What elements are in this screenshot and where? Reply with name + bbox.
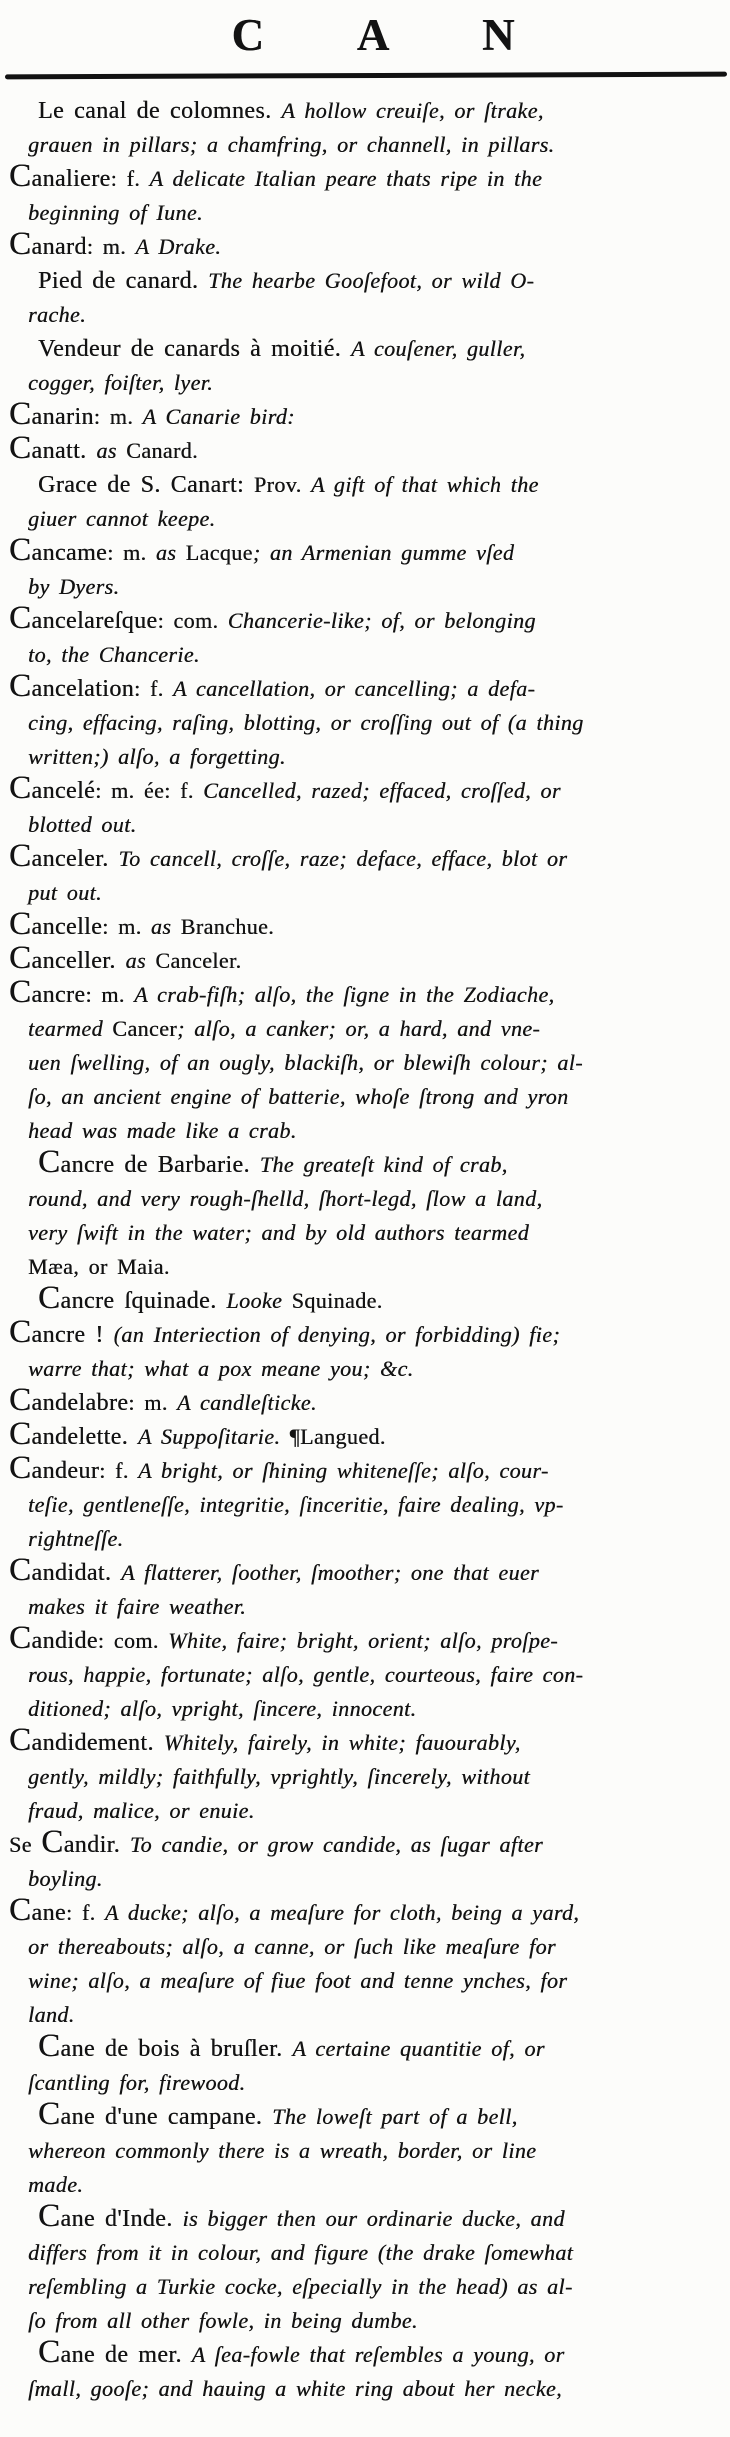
gloss-text: teſie, gentleneſſe, integritie, ſinceritie, faire dealing, vp- <box>28 1492 564 1517</box>
gloss-text: grauen in pillars; a chamfring, or channell, in pillars. <box>28 132 555 157</box>
headword-initial: C <box>9 532 32 568</box>
gloss-text: ſo from all other fowle, in being dumbe. <box>28 2308 418 2333</box>
headword: andir. <box>63 1832 130 1858</box>
headword-initial: C <box>9 1450 32 1486</box>
dictionary-entry <box>0 226 728 264</box>
headword: ancre ! <box>31 1322 114 1348</box>
headword-initial: C <box>9 1722 32 1758</box>
gloss-text: The greateſt kind of crab, <box>259 1152 508 1177</box>
roman-text: Squinade. <box>291 1288 383 1313</box>
dictionary-entry <box>0 532 728 604</box>
gloss-text: A candleſticke. <box>177 1390 317 1415</box>
roman-text: Canceler. <box>155 948 242 973</box>
gloss-text: wine; alſo, a meaſure of fiue foot and tenne ynches, for <box>28 1968 568 1993</box>
roman-text: : f. <box>110 166 150 191</box>
roman-text: : com. <box>97 1628 169 1653</box>
headword: ane de mer. <box>60 2342 192 2368</box>
gloss-text: as <box>96 438 127 463</box>
gloss-text: rous, happie, fortunate; alſo, gentle, courteous, faire con- <box>28 1662 584 1687</box>
roman-text: : m. <box>128 1390 178 1415</box>
headword: anarin <box>31 404 94 430</box>
headword: ancame <box>31 540 108 566</box>
gloss-text: very ſwift in the water; and by old authors tearmed <box>28 1220 530 1245</box>
gloss-text: ditioned; alſo, vpright, ſincere, innocent. <box>28 1696 417 1721</box>
headword-initial: C <box>38 2028 61 2064</box>
gloss-text: makes it faire weather. <box>28 1594 247 1619</box>
dictionary-entry <box>0 770 728 842</box>
dictionary-entry <box>0 468 728 536</box>
headword: ancelation <box>31 676 135 702</box>
roman-text: Lacque <box>185 540 253 565</box>
dictionary-entry <box>0 2096 728 2202</box>
headword-initial: C <box>38 2334 61 2370</box>
dictionary-entry <box>0 1416 728 1454</box>
headword: andidement. <box>31 1730 164 1756</box>
headword: analiere <box>31 166 111 192</box>
gloss-text: cogger, foiſter, lyer. <box>28 370 214 395</box>
headword: andide <box>31 1628 98 1654</box>
headword-initial: C <box>9 1620 32 1656</box>
gloss-text: White, faire; bright, orient; alſo, proſpe- <box>168 1628 559 1653</box>
gloss-text: whereon commonly there is a wreath, border, or line <box>28 2138 537 2163</box>
dictionary-entry <box>0 430 728 468</box>
gloss-text: as <box>155 540 186 565</box>
gloss-text: ; alſo, a canker; or, a hard, and vne- <box>177 1016 541 1041</box>
headword-initial: C <box>41 1824 64 1860</box>
roman-text: Prov. <box>253 472 311 497</box>
gloss-text: Looke <box>226 1288 292 1313</box>
headword-initial: C <box>38 1280 61 1316</box>
header-rule <box>5 72 727 80</box>
gloss-text: The loweſt part of a bell, <box>272 2104 518 2129</box>
gloss-text: is bigger then our ordinarie ducke, and <box>182 2206 565 2231</box>
dictionary-entry <box>0 838 728 910</box>
dictionary-entry <box>0 2198 728 2338</box>
dictionary-entry <box>0 600 728 672</box>
headword: ancelareſque <box>31 608 158 634</box>
gloss-text: warre that; what a pox meane you; &c. <box>28 1356 414 1381</box>
roman-text: : m. <box>102 914 151 939</box>
gloss-text: tearmed <box>28 1016 113 1041</box>
gloss-text: gently, mildly; faithfully, vprightly, ſincerely, without <box>28 1764 531 1789</box>
gloss-text: rache. <box>28 302 86 327</box>
gloss-text: (an Interiection of denying, or forbidding) fie; <box>113 1322 561 1347</box>
roman-text: : m. ée: f. <box>95 778 204 803</box>
roman-text: : m. <box>86 234 136 259</box>
roman-text: Canard. <box>126 438 198 463</box>
gloss-text: To candie, or grow candide, as ſugar after <box>129 1832 543 1857</box>
roman-text: Pied de canard. <box>38 268 209 294</box>
gloss-text: round, and very rough-ſhelld, ſhort-legd, ſlow a land, <box>28 1186 543 1211</box>
headword: andelabre <box>31 1390 129 1416</box>
headword: anard <box>31 234 87 260</box>
gloss-text: uen ſwelling, of an ougly, blackiſh, or blewiſh colour; al- <box>28 1050 583 1075</box>
roman-text: : com. <box>157 608 228 633</box>
gloss-text: as <box>150 914 181 939</box>
gloss-text: Cancelled, razed; effaced, croſſed, or <box>203 778 561 803</box>
dictionary-entry <box>0 158 728 230</box>
dictionary-entry <box>0 332 728 400</box>
gloss-text: made. <box>28 2172 84 2197</box>
roman-text: Mæa, or Maia. <box>28 1254 170 1279</box>
gloss-text: A cancellation, or cancelling; a defa- <box>173 676 536 701</box>
gloss-text: Whitely, fairely, in white; fauourably, <box>163 1730 521 1755</box>
gloss-text: boyling. <box>28 1866 103 1891</box>
dictionary-entry <box>0 1450 728 1556</box>
headword: ane <box>31 1900 66 1926</box>
headword: andidat. <box>31 1560 122 1586</box>
gloss-text: ; an Armenian gumme vſed <box>252 540 515 565</box>
dictionary-entry <box>0 94 728 162</box>
headword-initial: C <box>9 906 32 942</box>
dictionary-entry <box>0 1722 728 1828</box>
roman-text: Grace de S. Canart: <box>38 472 254 498</box>
roman-text: : m. <box>85 982 135 1007</box>
gloss-text: blotted out. <box>28 812 137 837</box>
gloss-text: land. <box>28 2002 75 2027</box>
roman-text: : f. <box>99 1458 139 1483</box>
gloss-text: A hollow creuiſe, or ſtrake, <box>281 98 544 123</box>
gloss-text: A flatterer, ſoother, ſmoother; one that euer <box>121 1560 540 1585</box>
headword-initial: C <box>9 1382 32 1418</box>
gloss-text: To cancell, croſſe, raze; deface, efface, blot or <box>118 846 568 871</box>
gloss-text: giuer cannot keepe. <box>28 506 216 531</box>
gloss-text: A gift of that which the <box>310 472 539 497</box>
roman-text: : m. <box>93 404 143 429</box>
dictionary-entry <box>0 668 728 774</box>
headword-initial: C <box>9 940 32 976</box>
headword-initial: C <box>9 974 32 1010</box>
dictionary-entry <box>0 1280 728 1318</box>
roman-text: Le canal de colomnes. <box>38 98 282 124</box>
roman-text: Branchue. <box>180 914 275 939</box>
gloss-text: A delicate Italian peare thats ripe in the <box>149 166 543 191</box>
headword-initial: C <box>9 770 32 806</box>
dictionary-entry <box>0 1314 728 1386</box>
dictionary-entry <box>0 1382 728 1420</box>
gloss-text: A Drake. <box>135 234 222 259</box>
headword: andeur <box>31 1458 100 1484</box>
headword: ancelle <box>31 914 103 940</box>
gloss-text: put out. <box>28 880 102 905</box>
gloss-text: fraud, malice, or enuie. <box>28 1798 255 1823</box>
dictionary-entry <box>0 1892 728 2032</box>
headword-initial: C <box>9 226 32 262</box>
dictionary-entry <box>0 906 728 944</box>
headword: ancre ſquinade. <box>60 1288 227 1314</box>
dictionary-entry <box>0 2028 728 2100</box>
gloss-text: differs from it in colour, and figure (the drake ſomewhat <box>28 2240 574 2265</box>
headword: ancre <box>31 982 86 1008</box>
roman-text: Se <box>9 1832 42 1857</box>
headword-initial: C <box>9 396 32 432</box>
gloss-text: reſembling a Turkie cocke, eſpecially in the head) as al- <box>28 2274 573 2299</box>
dictionary-entry <box>0 1144 728 1284</box>
dictionary-entry <box>0 396 728 434</box>
gloss-text: or thereabouts; alſo, a canne, or ſuch like meaſure for <box>28 1934 556 1959</box>
headword-initial: C <box>9 1892 32 1928</box>
dictionary-entry <box>0 1824 728 1896</box>
dictionary-entry <box>0 1552 728 1624</box>
roman-text: Vendeur de canards à moitié. <box>38 336 351 362</box>
gloss-text: ſo, an ancient engine of batterie, whoſe ſtrong and yron <box>28 1084 569 1109</box>
headword-initial: C <box>9 1416 32 1452</box>
gloss-text: A ſea-fowle that reſembles a young, or <box>191 2342 565 2367</box>
gloss-text: beginning of Iune. <box>28 200 203 225</box>
roman-text: : f. <box>134 676 173 701</box>
gloss-text: A ducke; alſo, a meaſure for cloth, being a yard, <box>104 1900 580 1925</box>
dictionary-entry <box>0 264 728 332</box>
gloss-text: A Suppoſitarie. <box>137 1424 290 1449</box>
headword-initial: C <box>9 838 32 874</box>
gloss-text: ſmall, gooſe; and hauing a white ring about her necke, <box>28 2376 562 2401</box>
gloss-text: written;) alſo, a forgetting. <box>28 744 286 769</box>
headword-initial: C <box>9 1314 32 1350</box>
gloss-text: to, the Chancerie. <box>28 642 200 667</box>
headword-initial: C <box>9 430 32 466</box>
gloss-text: A Canarie bird: <box>142 404 295 429</box>
gloss-text: head was made like a crab. <box>28 1118 297 1143</box>
headword-initial: C <box>9 668 32 704</box>
roman-text: ¶Langued. <box>289 1424 386 1449</box>
entry-list <box>0 94 730 2406</box>
headword-initial: C <box>38 2198 61 2234</box>
gloss-text: A couſener, guller, <box>351 336 526 361</box>
roman-text: Cancer <box>112 1016 177 1041</box>
dictionary-entry <box>0 1620 728 1726</box>
headword: ancre de Barbarie. <box>60 1152 260 1178</box>
headword-initial: C <box>9 600 32 636</box>
gloss-text: A certaine quantitie of, or <box>292 2036 545 2061</box>
gloss-text: A bright, or ſhining whiteneſſe; alſo, cour- <box>138 1458 549 1483</box>
roman-text: : m. <box>107 540 156 565</box>
roman-text: : f. <box>65 1900 105 1925</box>
gloss-text: Chancerie-like; of, or belonging <box>227 608 536 633</box>
gloss-text: rightneſſe. <box>28 1526 124 1551</box>
headword: anceler. <box>31 846 119 872</box>
gloss-text: by Dyers. <box>28 574 120 599</box>
dictionary-entry <box>0 974 728 1148</box>
gloss-text: as <box>125 948 156 973</box>
headword: ane de bois à bruſler. <box>60 2036 293 2062</box>
headword: andelette. <box>31 1424 138 1450</box>
headword: ancelé <box>31 778 96 804</box>
headword: ane d'une campane. <box>60 2104 273 2130</box>
dictionary-entry <box>0 940 728 978</box>
dictionary-entry <box>0 2334 728 2406</box>
gloss-text: ſcantling for, firewood. <box>28 2070 246 2095</box>
headword: anceller. <box>31 948 126 974</box>
page-title: C A N <box>231 10 557 60</box>
headword-initial: C <box>38 2096 61 2132</box>
headword-initial: C <box>38 1144 61 1180</box>
headword: ane d'Inde. <box>60 2206 183 2232</box>
gloss-text: cing, effacing, raſing, blotting, or croſſing out of (a thing <box>28 710 584 735</box>
headword-initial: C <box>9 158 32 194</box>
headword-initial: C <box>9 1552 32 1588</box>
gloss-text: A crab-fiſh; alſo, the ſigne in the Zodiache, <box>134 982 555 1007</box>
headword: anatt. <box>31 438 97 464</box>
gloss-text: The hearbe Gooſefoot, or wild O- <box>208 268 535 293</box>
